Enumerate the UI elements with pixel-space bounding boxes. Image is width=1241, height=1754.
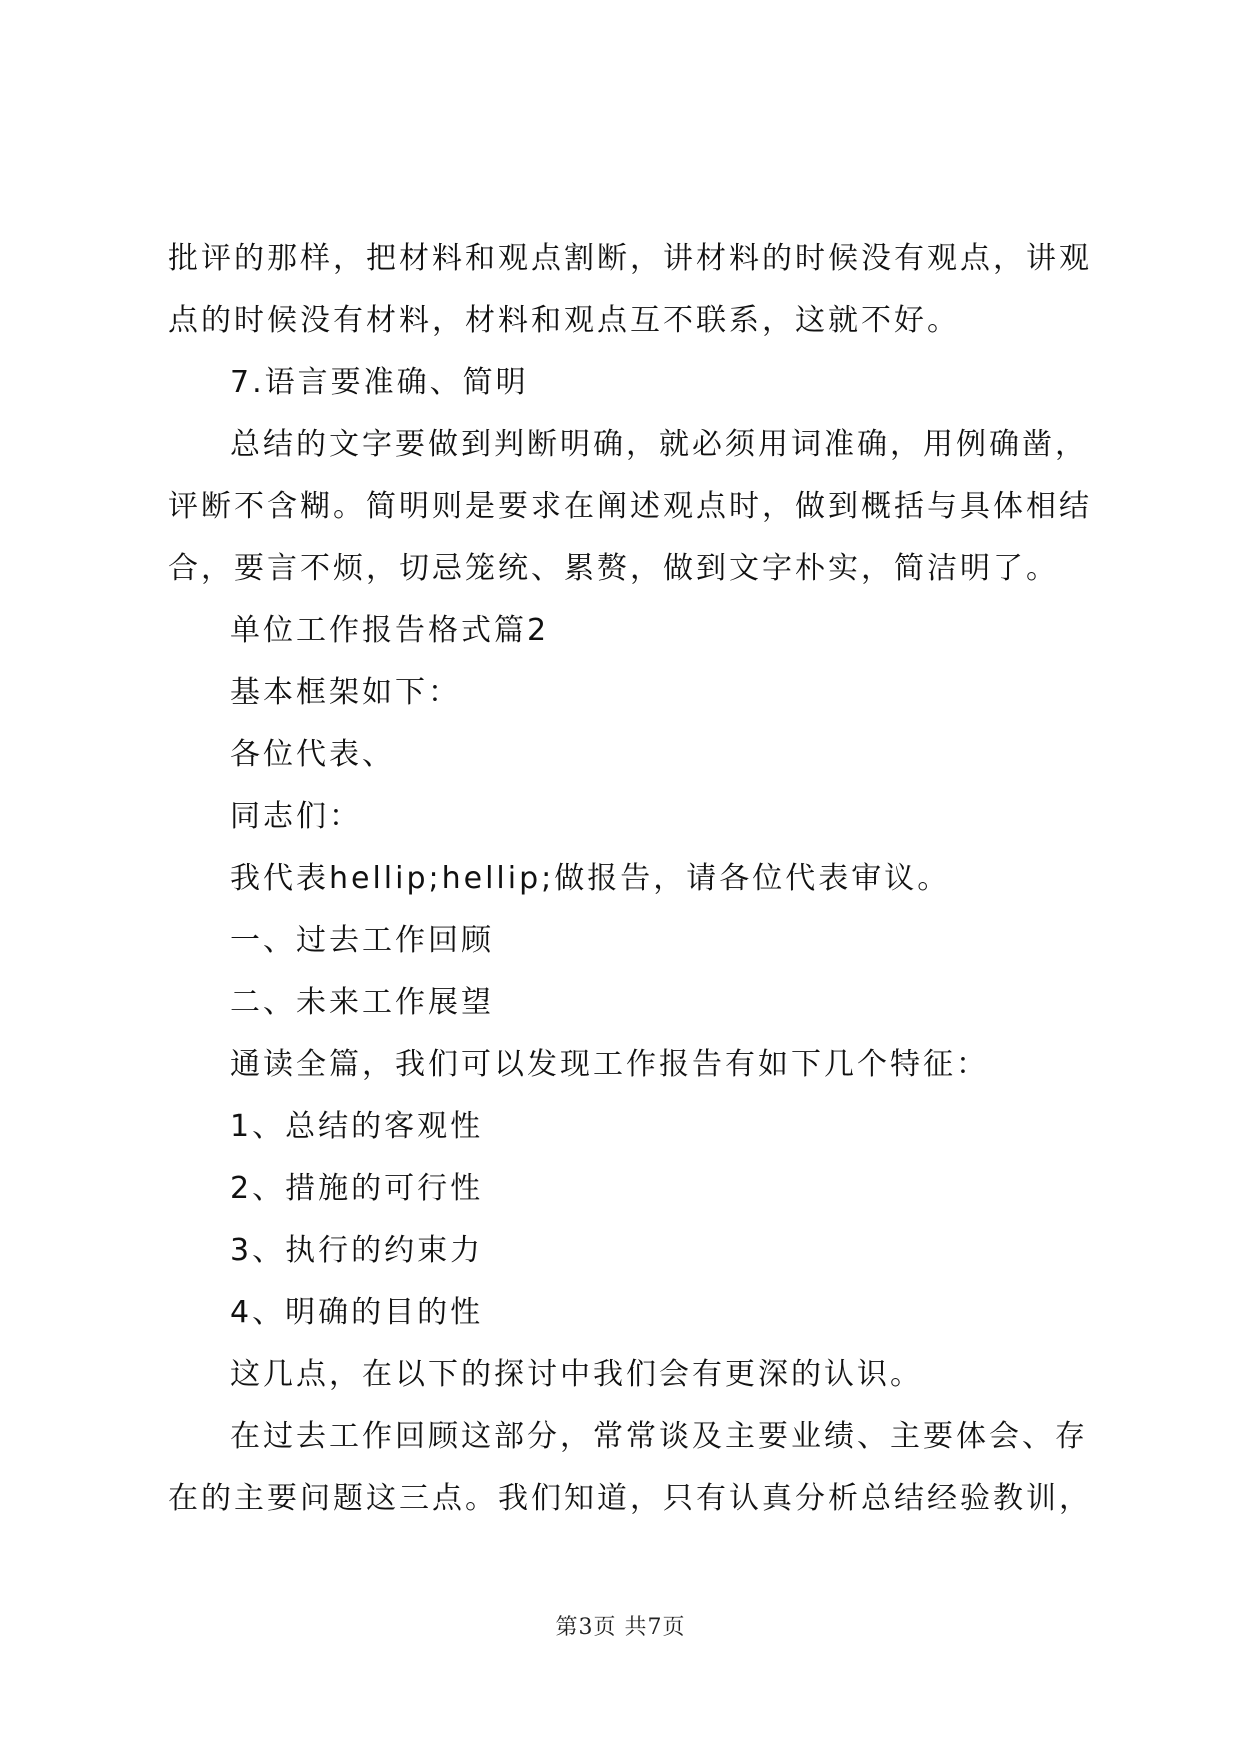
section-heading: 7.语言要准确、简明 — [230, 365, 529, 400]
list-item: 4、明确的目的性 — [230, 1295, 484, 1330]
text-line: 评断不含糊。简明则是要求在阐述观点时，做到概括与具体相结 — [168, 489, 1092, 524]
article-title: 单位工作报告格式篇2 — [230, 613, 550, 648]
document-body — [168, 228, 1092, 1530]
list-item: 2、措施的可行性 — [230, 1171, 484, 1206]
text-line: 这几点，在以下的探讨中我们会有更深的认识。 — [230, 1357, 923, 1392]
text-line: 点的时候没有材料，材料和观点互不联系，这就不好。 — [168, 303, 960, 338]
text-line: 合，要言不烦，切忌笼统、累赘，做到文字朴实，简洁明了。 — [168, 551, 1059, 586]
text-line: 在过去工作回顾这部分，常常谈及主要业绩、主要体会、存 — [230, 1419, 1088, 1454]
text-line: 各位代表、 — [230, 737, 395, 772]
text-line: 批评的那样，把材料和观点割断，讲材料的时候没有观点，讲观 — [168, 241, 1092, 276]
text-line: 同志们： — [230, 799, 362, 834]
outline-item: 一、过去工作回顾 — [230, 923, 494, 958]
outline-item: 二、未来工作展望 — [230, 985, 494, 1020]
list-item: 1、总结的客观性 — [230, 1109, 484, 1144]
text-line: 总结的文字要做到判断明确，就必须用词准确，用例确凿， — [230, 427, 1088, 462]
page-number: 第3页 共7页 — [555, 1615, 686, 1640]
list-item: 3、执行的约束力 — [230, 1233, 484, 1268]
text-line: 通读全篇，我们可以发现工作报告有如下几个特征： — [230, 1047, 989, 1082]
text-line: 基本框架如下： — [230, 675, 461, 710]
text-line: 在的主要问题这三点。我们知道，只有认真分析总结经验教训， — [168, 1481, 1092, 1516]
text-line: 我代表hellip;hellip;做报告，请各位代表审议。 — [230, 861, 951, 896]
